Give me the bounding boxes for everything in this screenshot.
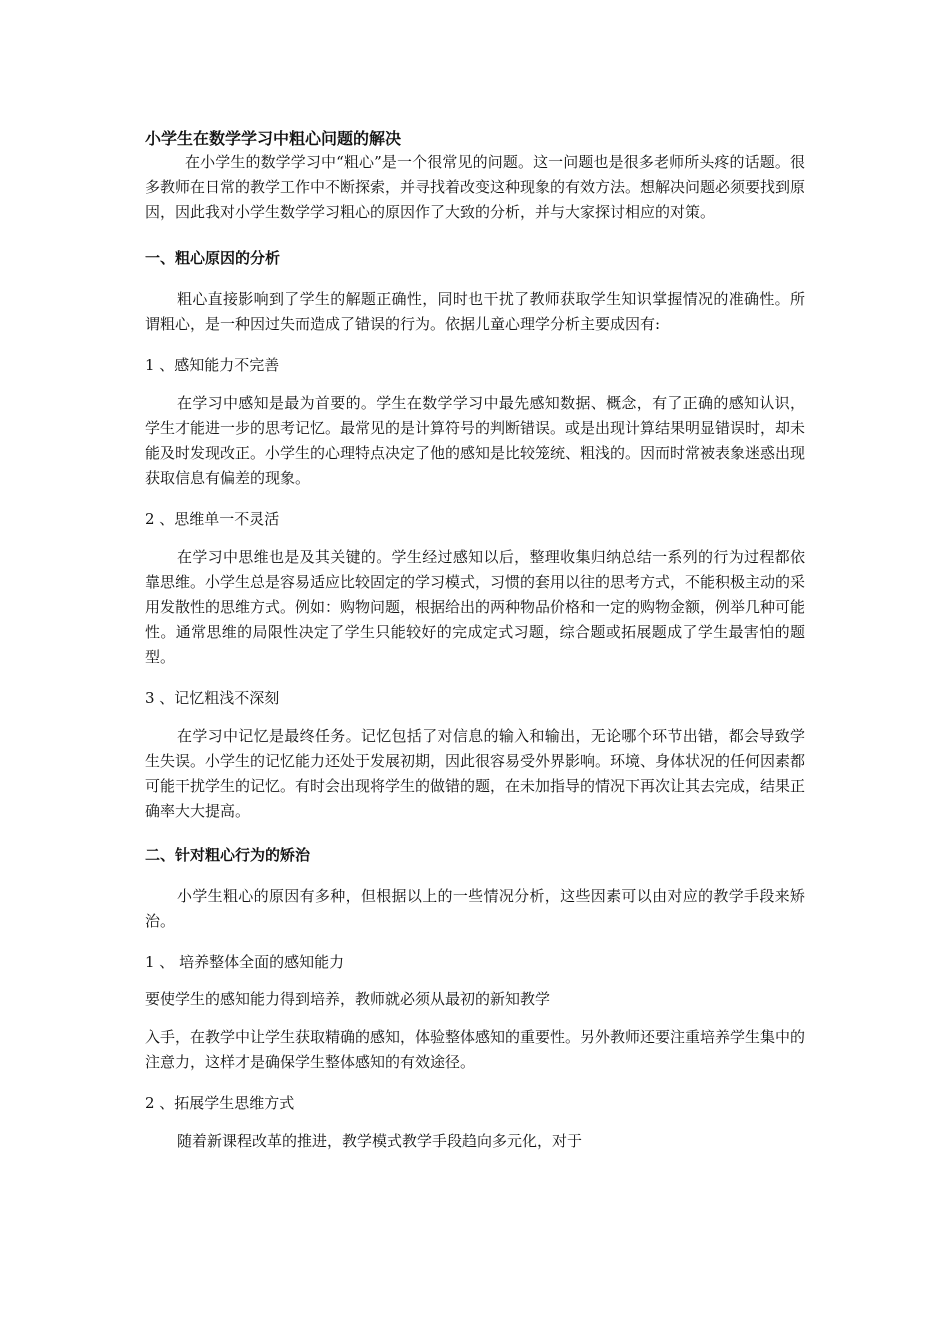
document-page [145,128,805,1154]
section-1-item-3-label: 3 、记忆粗浅不深刻 [145,689,280,707]
section-2-item-1-label: 1 、 培养整体全面的感知能力 [145,953,345,971]
section-2-item-2-label: 2 、拓展学生思维方式 [145,1094,295,1112]
section-1-item-1-text: 在学习中感知是最为首要的。学生在数学学习中最先感知数据、概念，有了正确的感知认识，学生才能进一步的思考记忆。最常见的是计算符号的判断错误。或是出现计算结果明显错误时，却未能及时发现改正。小学生的心理特点决定了他的感知是比较笼统、粗浅的。因而时常被表象迷惑出现获取信息有偏差的现象。 [145,394,806,487]
section-2-item-1-line-1: 要使学生的感知能力得到培养，教师就必须从最初的新知教学 [145,990,551,1008]
document-title: 小学生在数学学习中粗心问题的解决 [145,129,402,148]
section-2-item-2-text: 随着新课程改革的推进，教学模式教学手段趋向多元化，对于 [177,1132,583,1150]
section-1-item-2-text: 在学习中思维也是及其关键的。学生经过感知以后，整理收集归纳总结一系列的行为过程都依靠思维。小学生总是容易适应比较固定的学习模式，习惯的套用以往的思考方式，不能积极主动的采用发散性的思维方式。例如：购物问题，根据给出的两种物品价格和一定的购物金额，例举几种可能性。通常思维的局限性决定了学生只能较好的完成定式习题，综合题或拓展题成了学生最害怕的题型。 [145,548,806,666]
section-1-intro: 粗心直接影响到了学生的解题正确性，同时也干扰了教师获取学生知识掌握情况的准确性。所谓粗心，是一种因过失而造成了错误的行为。依据儿童心理学分析主要成因有: [145,290,805,333]
section-1-item-3-text: 在学习中记忆是最终任务。记忆包括了对信息的输入和输出，无论哪个环节出错，都会导致学生失误。小学生的记忆能力还处于发展初期，因此很容易受外界影响。环境、身体状况的任何因素都可能干扰学生的记忆。有时会出现将学生的做错的题，在未加指导的情况下再次让其去完成，结果正确率大大提高。 [145,727,806,820]
section-2-intro: 小学生粗心的原因有多种，但根据以上的一些情况分析，这些因素可以由对应的教学手段来矫治。 [145,887,805,930]
section-2-item-1-line-2: 入手，在教学中让学生获取精确的感知，体验整体感知的重要性。另外教师还要注重培养学生集中的注意力，这样才是确保学生整体感知的有效途径。 [145,1028,806,1071]
intro-paragraph: 在小学生的数学学习中“粗心”是一个很常见的问题。这一问题也是很多老师所头疼的话题。很多教师在日常的教学工作中不断探索，并寻找着改变这种现象的有效方法。想解决问题必须要找到原因，因此我对小学生数学学习粗心的原因作了大致的分析，并与大家探讨相应的对策。 [145,153,806,221]
section-2-heading: 二、针对粗心行为的矫治 [145,846,311,864]
section-1-item-2-label: 2 、思维单一不灵活 [145,510,280,528]
section-1-heading: 一、粗心原因的分析 [145,249,281,267]
section-1-item-1-label: 1 、感知能力不完善 [145,356,280,374]
